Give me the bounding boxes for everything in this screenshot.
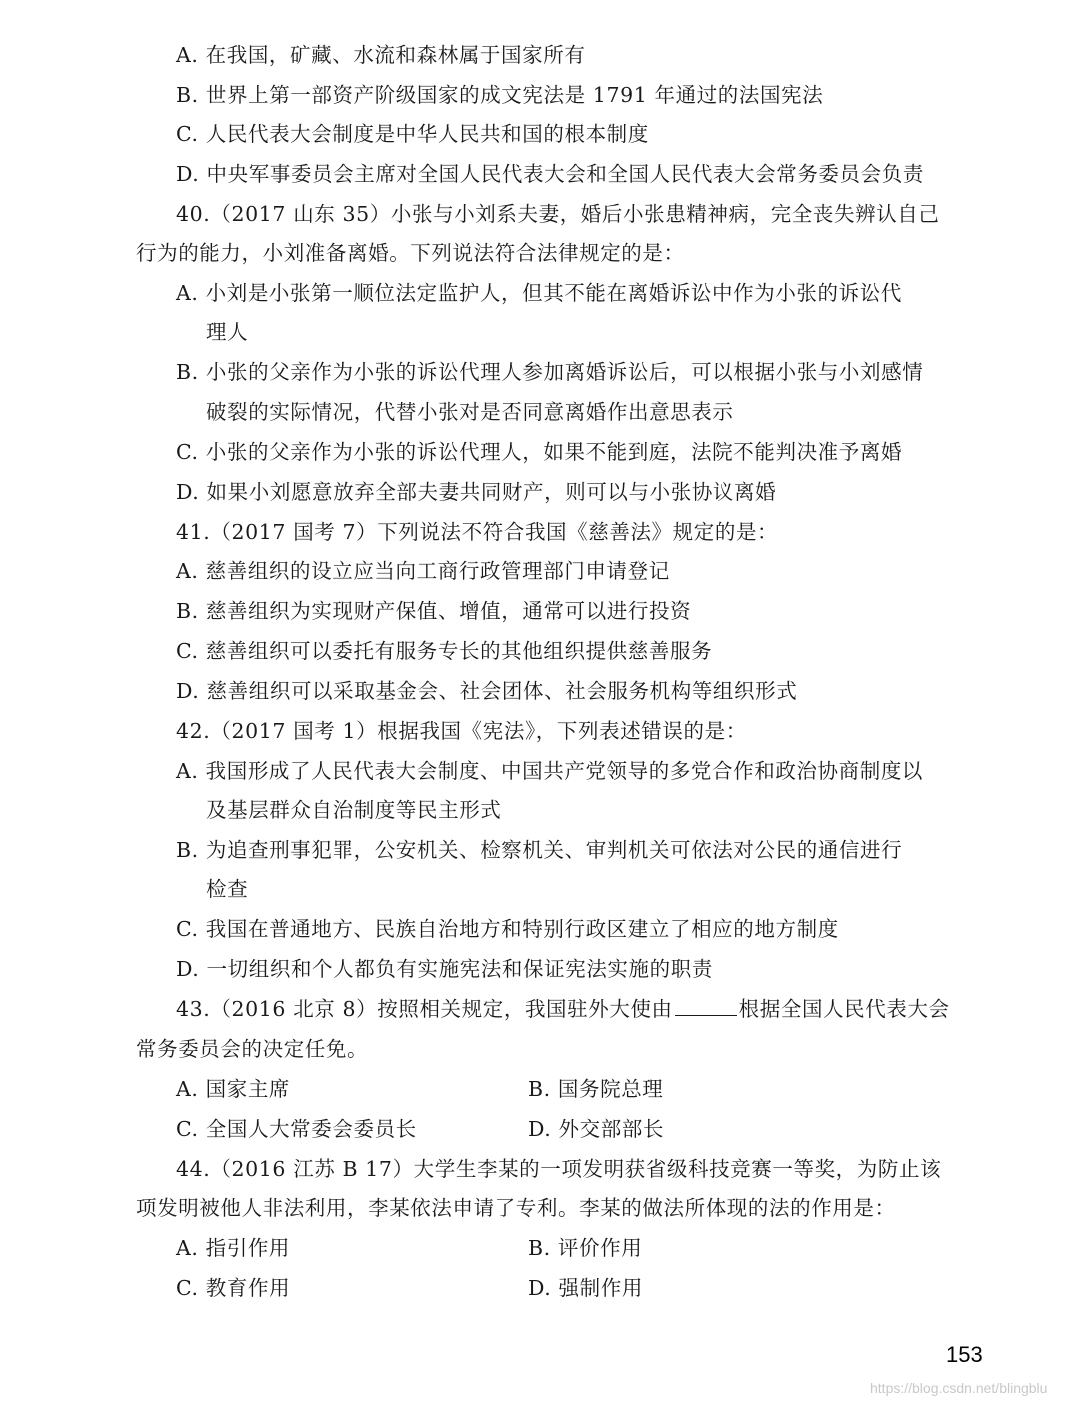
q44-option-a: A. 指引作用 bbox=[176, 1236, 291, 1260]
q43-option-d: D. 外交部部长 bbox=[528, 1117, 665, 1141]
q44-stem-line-1: 44.（2016 江苏 B 17）大学生李某的一项发明获省级科技竞赛一等奖，为防止该 bbox=[176, 1157, 942, 1181]
q43-stem-part-1: 43.（2016 北京 8）按照相关规定，我国驻外大使由 bbox=[176, 997, 673, 1021]
q42-option-b-line-2: 检查 bbox=[206, 877, 249, 901]
q40-option-a-line-2: 理人 bbox=[206, 320, 249, 344]
q44-stem-line-2: 项发明被他人非法利用，李某依法申请了专利。李某的做法所体现的法的作用是： bbox=[136, 1196, 896, 1220]
q41-option-c: C. 慈善组织可以委托有服务专长的其他组织提供慈善服务 bbox=[176, 639, 713, 663]
q41-option-b: B. 慈善组织为实现财产保值、增值，通常可以进行投资 bbox=[176, 599, 692, 623]
q42-option-d: D. 一切组织和个人都负有实施宪法和保证宪法实施的职责 bbox=[176, 957, 713, 981]
q41-option-d: D. 慈善组织可以采取基金会、社会团体、社会服务机构等组织形式 bbox=[176, 679, 798, 703]
q44-option-c: C. 教育作用 bbox=[176, 1276, 291, 1300]
q43-stem-line-2: 常务委员会的决定任免。 bbox=[136, 1037, 369, 1061]
q44-option-d: D. 强制作用 bbox=[528, 1276, 643, 1300]
q44-option-b: B. 评价作用 bbox=[528, 1236, 643, 1260]
q43-option-c: C. 全国人大常委会委员长 bbox=[176, 1117, 417, 1141]
q39-option-c: C. 人民代表大会制度是中华人民共和国的根本制度 bbox=[176, 122, 649, 146]
q42-stem: 42.（2017 国考 1）根据我国《宪法》，下列表述错误的是： bbox=[176, 719, 747, 743]
q40-option-d: D. 如果小刘愿意放弃全部夫妻共同财产，则可以与小张协议离婚 bbox=[176, 480, 777, 504]
q39-option-a: A. 在我国，矿藏、水流和森林属于国家所有 bbox=[176, 43, 586, 67]
q41-option-a: A. 慈善组织的设立应当向工商行政管理部门申请登记 bbox=[176, 559, 670, 583]
answer-blank bbox=[675, 995, 737, 1016]
page-number: 153 bbox=[946, 1342, 983, 1367]
q40-option-a-line-1: A. 小刘是小张第一顺位法定监护人，但其不能在离婚诉讼中作为小张的诉讼代 bbox=[176, 281, 902, 305]
q43-stem-line-1 bbox=[176, 994, 950, 1024]
watermark-url: https://blog.csdn.net/blingblu bbox=[870, 1380, 1048, 1396]
q42-option-a-line-1: A. 我国形成了人民代表大会制度、中国共产党领导的多党合作和政治协商制度以 bbox=[176, 759, 924, 783]
q43-option-a: A. 国家主席 bbox=[176, 1077, 291, 1101]
q43-stem-part-2: 根据全国人民代表大会 bbox=[738, 997, 950, 1021]
q40-stem-line-2: 行为的能力，小刘准备离婚。下列说法符合法律规定的是： bbox=[136, 241, 685, 265]
q40-stem-line-1: 40.（2017 山东 35）小张与小刘系夫妻，婚后小张患精神病，完全丧失辨认自己 bbox=[176, 202, 940, 226]
q39-option-b: B. 世界上第一部资产阶级国家的成文宪法是 1791 年通过的法国宪法 bbox=[176, 83, 824, 107]
q42-option-b-line-1: B. 为追查刑事犯罪，公安机关、检察机关、审判机关可依法对公民的通信进行 bbox=[176, 838, 903, 862]
q39-option-d: D. 中央军事委员会主席对全国人民代表大会和全国人民代表大会常务委员会负责 bbox=[176, 162, 924, 186]
q40-option-b-line-1: B. 小张的父亲作为小张的诉讼代理人参加离婚诉讼后，可以根据小张与小刘感情 bbox=[176, 360, 924, 384]
q42-option-c: C. 我国在普通地方、民族自治地方和特别行政区建立了相应的地方制度 bbox=[176, 917, 839, 941]
q41-stem: 41.（2017 国考 7）下列说法不符合我国《慈善法》规定的是： bbox=[176, 520, 779, 544]
q40-option-b-line-2: 破裂的实际情况，代替小张对是否同意离婚作出意思表示 bbox=[206, 400, 734, 424]
q43-option-b: B. 国务院总理 bbox=[528, 1077, 664, 1101]
q42-option-a-line-2: 及基层群众自治制度等民主形式 bbox=[206, 798, 502, 822]
q40-option-c: C. 小张的父亲作为小张的诉讼代理人，如果不能到庭，法院不能判决准予离婚 bbox=[176, 440, 903, 464]
